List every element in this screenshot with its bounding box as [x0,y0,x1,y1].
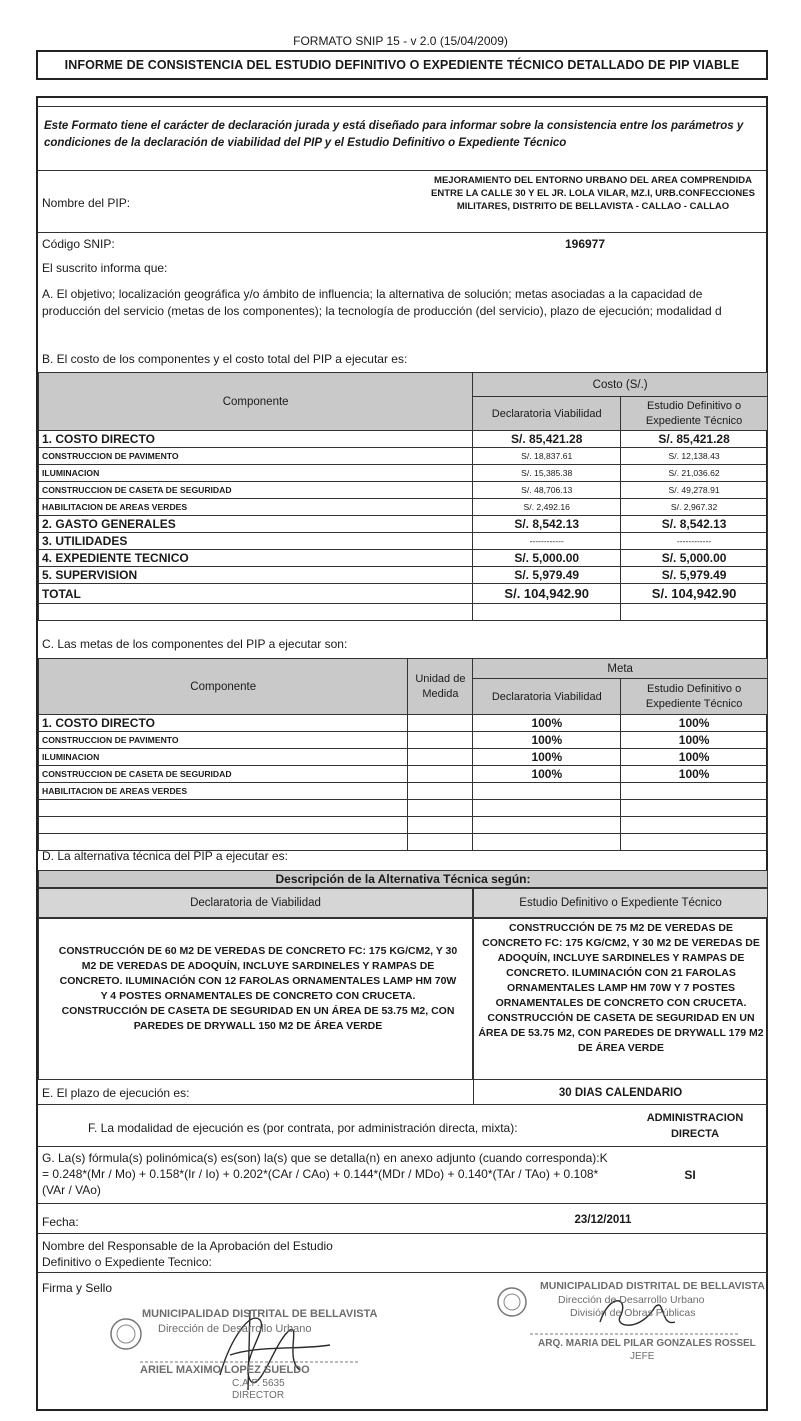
row-name: ILUMINACION [39,465,473,482]
table-row [39,516,768,533]
cost-col-cost: Costo (S/.) [473,373,768,397]
goals-table [38,658,768,851]
table-row [39,550,768,567]
row-exp: S/. 104,942.90 [621,584,768,604]
row-viab: S/. 5,979.49 [473,567,621,584]
section-a-text: A. El objetivo; localización geográfica y/o ámbito de influencia; la alternativa de solución; metas asociadas a la capacidad de producción del servicio (metas de los componentes); la tecnología de producción (del servicio), plazo de ejecución; modalidad d [42,287,722,318]
execution-term-value: 30 DIAS CALENDARIO [558,1087,683,1099]
section-f-label: F. La modalidad de ejecución es (por contrata, por administración directa, mixta): [88,1121,518,1135]
right-stamp-role: JEFE [630,1351,655,1362]
row-exp: S/. 5,979.49 [621,567,768,584]
table-row-total [39,584,768,604]
row-exp: S/. 2,967.32 [621,499,768,516]
row-viab: S/. 8,542.13 [473,516,621,533]
row-exp: S/. 5,000.00 [621,550,768,567]
row-name: 1. COSTO DIRECTO [39,431,473,448]
table-row [39,533,768,550]
section-d-label: D. La alternativa técnica del PIP a ejecutar es: [42,849,288,863]
goals-col-unit: Unidad de Medida [408,659,473,715]
right-stamp-line1: MUNICIPALIDAD DISTRITAL DE BELLAVISTA [540,1280,765,1292]
alternative-col-exp: Estudio Definitivo o Expediente Técnico [473,888,768,918]
divider [38,232,766,233]
alternative-text-exp: CONSTRUCCIÓN DE 75 M2 DE VEREDAS DE CONCRETO FC: 175 KG/CM2, Y 30 M2 DE VEREDAS DE ADOQUÍN, INCLUYE SARDINELES Y RAMPAS DE CONCRETO. ILUMINACIÓN CON 21 FAROLAS ORNAMENTALES LAMP HM 70W Y 7 POSTES ORNAMENTALES DE CONCRETO CON CRUCETA. CONSTRUCCIÓN DE CASETA DE SEGURIDAD EN UN ÁREA DE 53.75 M2, CON PAREDES DE DRYWALL 179 M2 DE ÁREA VERDE [478,922,764,1054]
row-exp: ------------ [621,533,768,550]
row-name: HABILITACION DE AREAS VERDES [39,783,408,800]
snip-code-label: Código SNIP: [42,237,115,251]
row-viab: S/. 5,000.00 [473,550,621,567]
row-exp: 100% [621,766,768,783]
divider [38,1104,768,1105]
table-row [39,448,768,465]
row-viab: S/. 85,421.28 [473,431,621,448]
alternative-col-viab: Declaratoria de Viabilidad [38,888,473,918]
row-viab: ------------ [473,533,621,550]
row-name: CONSTRUCCION DE PAVIMENTO [39,448,473,465]
cost-table [38,372,768,621]
right-stamp-line3: División de Obras Públicas [570,1307,696,1319]
section-b-label: B. El costo de los componentes y el costo total del PIP a ejecutar es: [42,352,408,366]
alternative-header: Descripción de la Alternativa Técnica según: [38,870,768,888]
goals-col-goal: Meta [473,659,768,679]
row-name: CONSTRUCCION DE PAVIMENTO [39,732,408,749]
left-stamp-name: ARIEL MAXIMO LOPEZ SUELDO [140,1364,310,1376]
table-row [39,766,768,783]
row-viab: S/. 15,385.38 [473,465,621,482]
date-label: Fecha: [42,1215,79,1229]
row-name: 4. EXPEDIENTE TECNICO [39,550,473,567]
table-row-empty [39,800,768,817]
table-row-empty [39,604,768,621]
row-viab: 100% [473,749,621,766]
cost-col-exp: Estudio Definitivo o Expediente Técnico [621,397,768,431]
goals-col-viab: Declaratoria Viabilidad [473,679,621,715]
table-row [39,749,768,766]
cost-col-component: Componente [39,373,473,431]
row-name: 2. GASTO GENERALES [39,516,473,533]
divider [38,170,766,171]
row-exp [621,783,768,800]
table-row [39,499,768,516]
table-row [39,431,768,448]
section-c-label: C. Las metas de los componentes del PIP a ejecutar son: [42,637,348,651]
row-name: ILUMINACION [39,749,408,766]
row-viab: S/. 2,492.16 [473,499,621,516]
row-viab: 100% [473,732,621,749]
table-row-empty [39,817,768,834]
goals-col-component: Componente [39,659,408,715]
row-viab: S/. 18,837.61 [473,448,621,465]
table-row [39,567,768,584]
formula-value: SI [684,1168,696,1182]
row-viab [473,783,621,800]
table-row [39,783,768,800]
right-stamp-line2: Dirección de Desarrollo Urbano [558,1294,705,1306]
row-name: 1. COSTO DIRECTO [39,715,408,732]
left-stamp-role: DIRECTOR [232,1390,285,1401]
row-name: HABILITACION DE AREAS VERDES [39,499,473,516]
date-value: 23/12/2011 [574,1214,632,1226]
table-row [39,482,768,499]
row-viab: 100% [473,766,621,783]
pip-name-label: Nombre del PIP: [42,196,131,210]
row-exp: 100% [621,749,768,766]
document-title: INFORME DE CONSISTENCIA DEL ESTUDIO DEFINITIVO O EXPEDIENTE TÉCNICO DETALLADO DE PIP VIABLE [36,50,768,80]
row-name: 5. SUPERVISION [39,567,473,584]
cost-col-viab: Declaratoria Viabilidad [473,397,621,431]
divider [38,1146,768,1147]
row-viab: S/. 48,706.13 [473,482,621,499]
left-stamp-cap: C.A.P. 5635 [232,1378,285,1389]
goals-col-exp: Estudio Definitivo o Expediente Técnico [621,679,768,715]
row-name: CONSTRUCCION DE CASETA DE SEGURIDAD [39,482,473,499]
alternative-text-viab: CONSTRUCCIÓN DE 60 M2 DE VEREDAS DE CONCRETO FC: 175 KG/CM2, Y 30 M2 DE VEREDAS DE ADOQUÍN, INCLUYE SARDINELES Y RAMPAS DE CONCRETO. ILUMINACIÓN CON 12 FAROLAS ORNAMENTALES LAMP HM 70W Y 4 POSTES ORNAMENTALES DE CONCRETO CON CRUCETA. CONSTRUCCIÓN DE CASETA DE SEGURIDAD EN UN ÁREA DE 53.75 M2, CON PAREDES DE DRYWALL 150 M2 DE ÁREA VERDE [58,945,458,1032]
section-e-label: E. El plazo de ejecución es: [42,1086,190,1100]
row-name: CONSTRUCCION DE CASETA DE SEGURIDAD [39,766,408,783]
row-exp: S/. 8,542.13 [621,516,768,533]
row-exp: S/. 49,278.91 [621,482,768,499]
left-stamp-line1: MUNICIPALIDAD DISTRITAL DE BELLAVISTA [142,1308,378,1320]
table-row [39,715,768,732]
row-exp: S/. 12,138.43 [621,448,768,465]
row-viab: S/. 104,942.90 [473,584,621,604]
snip-code-value: 196977 [564,237,606,251]
row-exp: 100% [621,715,768,732]
row-viab: 100% [473,715,621,732]
execution-mode-value: ADMINISTRACION DIRECTA [646,1112,744,1140]
responsible-label: Nombre del Responsable de la Aprobación del Estudio Definitivo o Expediente Tecnico: [42,1239,333,1269]
informs-text: El suscrito informa que: [42,261,168,275]
pip-name-value: MEJORAMIENTO DEL ENTORNO URBANO DEL AREA COMPRENDIDA ENTRE LA CALLE 30 Y EL JR. LOLA VILAR, MZ.I, URB.CONFECCIONES MILITARES, DISTRITO DE BELLAVISTA - CALLAO - CALLAO [431,175,755,212]
right-stamp-name: ARQ. MARIA DEL PILAR GONZALES ROSSEL [538,1338,756,1349]
intro-statement: Este Formato tiene el carácter de declaración jurada y está diseñado para informar sobre la consistencia entre los parámetros y condiciones de la declaración de viabilidad del PIP y el Estudio Definitivo o Expediente Técnico [44,120,744,149]
section-g-label: G. La(s) fórmula(s) polinómica(s) es(son) la(s) que se detalla(n) en anexo adjunto (cuando corresponda):K = 0.248*(Mr / Mo) + 0.158*(Ir / Io) + 0.202*(CAr / CAo) + 0.144*(MDr / MDo) + 0.140*(TAr / TAo) + 0.108*(VAr / VAo) [42,1151,608,1197]
row-exp: 100% [621,732,768,749]
left-stamp-line2: Dirección de Desarrollo Urbano [158,1323,312,1335]
signature-label: Firma y Sello [42,1281,113,1295]
format-code: FORMATO SNIP 15 - v 2.0 (15/04/2009) [293,34,508,48]
table-row [39,732,768,749]
divider [38,1203,768,1204]
divider [38,1233,768,1234]
row-exp: S/. 85,421.28 [621,431,768,448]
row-name: TOTAL [39,584,473,604]
row-name: 3. UTILIDADES [39,533,473,550]
table-row [39,465,768,482]
row-exp: S/. 21,036.62 [621,465,768,482]
divider [38,106,766,107]
